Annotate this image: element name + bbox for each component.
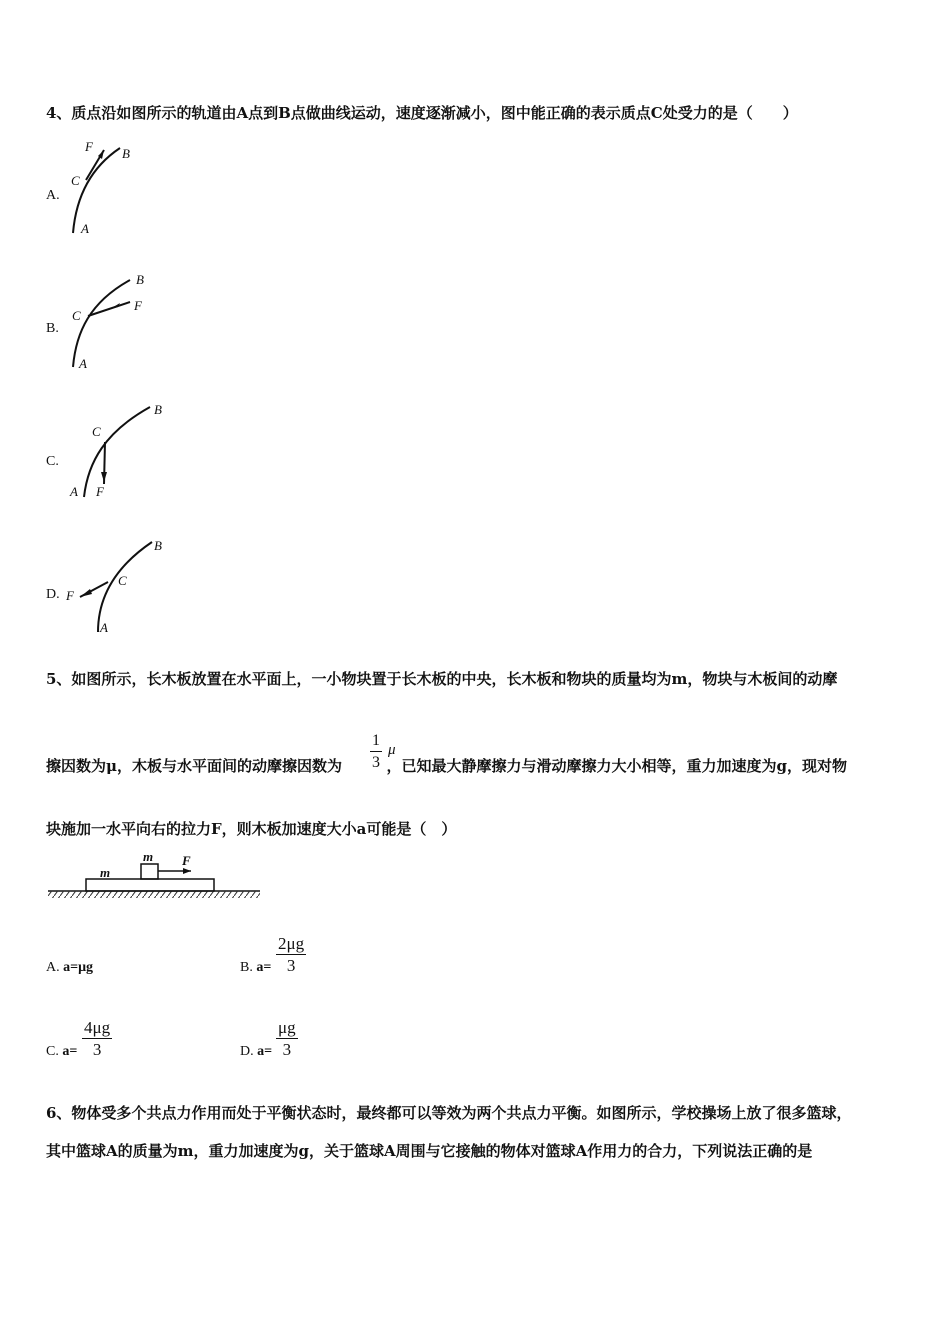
q4-b-point-a: A <box>79 356 87 371</box>
q5-coef-num: 1 <box>370 731 382 752</box>
q5-option-b-label: B. <box>240 960 253 975</box>
ground-hatch <box>48 891 260 898</box>
q5-coef-den: 3 <box>372 754 380 771</box>
q4-d-point-a: A <box>100 620 108 635</box>
q5-option-c-num: 4μg <box>84 1018 111 1037</box>
q5-option-d-label: D. <box>240 1044 254 1059</box>
q5-coefficient-fraction <box>370 731 382 774</box>
q5-line1: 5、如图所示，长木板放置在水平面上，一小物块置于长木板的中央，长木板和物块的质量均为m，物块与木板间的动摩 <box>46 670 838 688</box>
long-board <box>86 879 214 891</box>
q5-option-d-num: μg <box>278 1018 296 1037</box>
q4-b-point-b: B <box>136 272 144 287</box>
small-block <box>141 864 158 879</box>
q5-option-a-label: A. <box>46 960 60 975</box>
q4-option-d-label[interactable]: D. <box>46 587 60 602</box>
q5-figure <box>48 848 268 904</box>
q4-option-b-label[interactable]: B. <box>46 321 59 336</box>
q5-option-d-prefix: a= <box>257 1044 273 1059</box>
q4-d-point-b: B <box>154 538 162 553</box>
q4-c-force-label: F <box>96 484 104 499</box>
q5-option-d[interactable] <box>240 1044 272 1060</box>
q5-line3: 块施加一水平向右的拉力F，则木板加速度大小a可能是（ ） <box>46 820 457 838</box>
q5-option-a[interactable] <box>46 960 93 976</box>
board-mass-label: m <box>100 865 111 880</box>
q6-line2: 其中篮球A的质量为m，重力加速度为g，关于篮球A周围与它接触的物体对篮球A作用力的合力，下列说法正确的是 <box>46 1142 813 1160</box>
q5-option-b-prefix: a= <box>256 960 272 975</box>
q5-option-c-prefix: a= <box>62 1044 78 1059</box>
q4-option-d-figure <box>60 537 170 637</box>
q4-a-force-label: F <box>85 139 93 154</box>
q4-option-a-label[interactable]: A. <box>46 188 60 203</box>
q5-line2 <box>46 755 847 776</box>
q5-option-c-fraction <box>82 1018 112 1061</box>
q4-a-point-b: B <box>122 146 130 161</box>
q4-a-point-c: C <box>71 173 80 188</box>
q5-option-b-num: 2μg <box>278 934 305 953</box>
q5-option-d-den: 3 <box>282 1040 292 1059</box>
q4-c-point-a: A <box>70 484 78 499</box>
q5-option-b[interactable] <box>240 960 271 976</box>
q4-option-c-figure <box>60 402 170 502</box>
q5-option-d-fraction <box>276 1018 298 1061</box>
q4-a-point-a: A <box>81 221 89 236</box>
q4-option-c-label[interactable]: C. <box>46 454 59 469</box>
q5-option-c-label: C. <box>46 1044 59 1059</box>
q5-line2-pre: 擦因数为μ，木板与水平面间的动摩擦因数为 <box>46 757 342 775</box>
q4-b-point-c: C <box>72 308 81 323</box>
q4-c-point-b: B <box>154 402 162 417</box>
q4-stem: 4、质点沿如图所示的轨道由A点到B点做曲线运动，速度逐渐减小，图中能正确的表示质点C处受力的是（ ） <box>46 104 798 122</box>
q5-option-b-fraction <box>276 934 306 977</box>
q5-coef-mu: μ <box>388 742 396 758</box>
q4-b-force-label: F <box>134 298 142 313</box>
force-label: F <box>182 853 191 868</box>
q5-option-c-den: 3 <box>92 1040 102 1059</box>
q5-option-a-value: a=μg <box>63 960 94 975</box>
q6-line1: 6、物体受多个共点力作用而处于平衡状态时，最终都可以等效为两个共点力平衡。如图所示，学校操场上放了很多篮球， <box>46 1104 852 1122</box>
q4-c-point-c: C <box>92 424 101 439</box>
q5-line2-post: ，已知最大静摩擦力与滑动摩擦力大小相等，重力加速度为g，现对物 <box>386 757 847 775</box>
q4-d-point-c: C <box>118 573 127 588</box>
q5-option-b-den: 3 <box>286 956 296 975</box>
block-mass-label: m <box>143 849 154 864</box>
q4-d-force-label: F <box>66 588 74 603</box>
q5-option-c[interactable] <box>46 1044 77 1060</box>
q4-option-b-figure <box>60 272 160 372</box>
q4-option-a-figure <box>60 138 160 238</box>
